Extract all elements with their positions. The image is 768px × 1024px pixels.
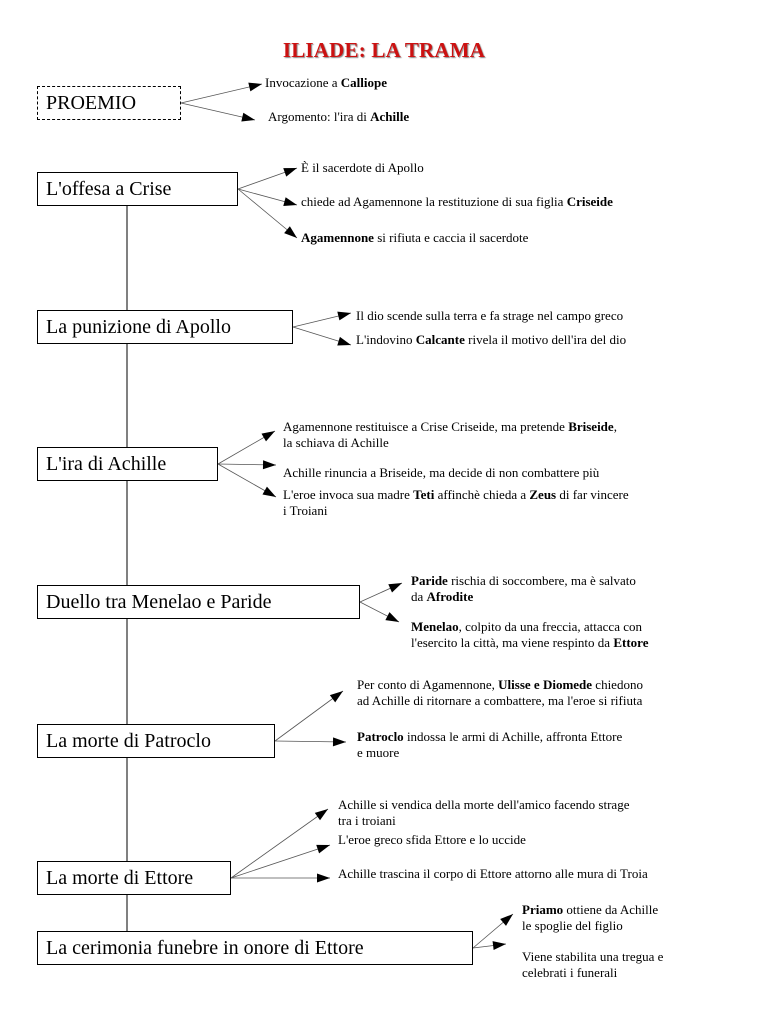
section-box-8 <box>37 931 473 965</box>
note-text: ottiene da Achille <box>563 902 659 917</box>
note-text: L'eroe invoca sua madre <box>283 487 414 502</box>
section-box-5 <box>37 585 360 619</box>
character-name: Achille <box>370 109 410 124</box>
note-text: di far vincere <box>556 487 629 502</box>
section-box-4 <box>37 447 218 481</box>
section-label: La morte di Ettore <box>46 867 194 889</box>
character-name: Calliope <box>340 75 388 90</box>
note-text: Achille si vendica della morte dell'amico facendo strage <box>338 797 630 812</box>
section-label: PROEMIO <box>46 92 137 114</box>
arrowhead-icon <box>283 168 297 177</box>
character-name: Briseide <box>568 419 614 434</box>
note-text: si rifiuta e caccia il sacerdote <box>373 230 529 245</box>
note-text: indossa le armi di Achille, affronta Ettore <box>403 729 623 744</box>
arrowhead-icon <box>337 337 351 346</box>
event-note <box>338 832 526 848</box>
event-note <box>283 487 629 519</box>
character-name: Priamo <box>522 902 564 917</box>
section-label: L'offesa a Crise <box>46 178 172 200</box>
note-text: L'eroe greco sfida Ettore e lo uccide <box>338 832 526 847</box>
note-text: , <box>613 419 617 434</box>
arrowhead-icon <box>284 226 297 238</box>
note-text: Achille rinuncia a Briseide, ma decide di non combattere più <box>283 465 600 480</box>
note-text: rischia di soccombere, ma è salvato <box>447 573 636 588</box>
note-text: la schiava di Achille <box>283 435 389 450</box>
note-text: e muore <box>357 745 400 760</box>
section-box-2 <box>37 172 238 206</box>
arrowhead-icon <box>315 809 328 820</box>
event-note <box>265 75 387 91</box>
arrowhead-icon <box>330 691 343 702</box>
event-note <box>356 308 623 324</box>
character-name: Menelao <box>411 619 459 634</box>
arrowhead-icon <box>283 197 297 206</box>
section-label: L'ira di Achille <box>46 453 167 475</box>
event-note <box>522 949 663 981</box>
arrowhead-icon <box>316 845 330 854</box>
character-name: Ettore <box>613 635 649 650</box>
section-label: La morte di Patroclo <box>46 730 211 752</box>
note-text: chiede ad Agamennone la restituzione di sua figlia <box>301 194 567 209</box>
arrowhead-icon <box>263 460 276 469</box>
note-text: , colpito da una freccia, attacca con <box>458 619 642 634</box>
note-text: tra i troiani <box>338 813 396 828</box>
event-note <box>283 419 617 451</box>
character-name: Patroclo <box>357 729 404 744</box>
event-note <box>301 194 613 210</box>
note-text: Agamennone restituisce a Crise Criseide, ma pretende <box>283 419 569 434</box>
connector-line <box>231 809 328 878</box>
section-label: La cerimonia funebre in onore di Ettore <box>46 937 364 959</box>
character-name: Afrodite <box>426 589 474 604</box>
section-box-7 <box>37 861 231 895</box>
event-note <box>356 332 626 348</box>
section-box-3 <box>37 310 293 344</box>
connector-line <box>231 845 330 878</box>
arrowhead-icon <box>262 487 276 497</box>
note-text: L'indovino <box>356 332 416 347</box>
event-note <box>411 573 636 605</box>
note-text: Achille trascina il corpo di Ettore attorno alle mura di Troia <box>338 866 648 881</box>
character-name: Agamennone <box>301 230 374 245</box>
arrowhead-icon <box>241 113 255 122</box>
arrowhead-icon <box>388 583 402 592</box>
section-box-6 <box>37 724 275 758</box>
note-text: Argomento: l'ira di <box>268 109 371 124</box>
arrowhead-icon <box>261 431 275 441</box>
event-note <box>338 797 629 829</box>
event-note <box>411 619 648 651</box>
event-note <box>357 677 643 709</box>
arrowhead-icon <box>493 941 506 950</box>
arrowhead-icon <box>385 612 399 622</box>
note-text: Invocazione a <box>265 75 341 90</box>
note-text: affinchè chieda a <box>434 487 530 502</box>
note-text: celebrati i funerali <box>522 965 618 980</box>
note-text: rivela il motivo dell'ira del dio <box>464 332 627 347</box>
note-text: l'esercito la città, ma viene respinto da <box>411 635 614 650</box>
note-text: da <box>411 589 427 604</box>
event-note <box>268 109 409 125</box>
character-name: Paride <box>411 573 448 588</box>
section-label: La punizione di Apollo <box>46 316 231 338</box>
arrowhead-icon <box>337 312 351 321</box>
note-text: Per conto di Agamennone, <box>357 677 499 692</box>
character-name: Zeus <box>529 487 557 502</box>
character-name: Calcante <box>415 332 465 347</box>
note-text: È il sacerdote di Apollo <box>301 160 424 175</box>
note-text: le spoglie del figlio <box>522 918 623 933</box>
character-name: Criseide <box>566 194 613 209</box>
event-note <box>338 866 648 882</box>
note-text: chiedono <box>592 677 643 692</box>
note-text: i Troiani <box>283 503 328 518</box>
arrowhead-icon <box>500 914 513 926</box>
character-name: Ulisse e Diomede <box>498 677 593 692</box>
note-text: ad Achille di ritornare a combattere, ma l'eroe si rifiuta <box>357 693 643 708</box>
section-box-1 <box>37 86 181 120</box>
character-name: Teti <box>413 487 435 502</box>
event-note <box>283 465 599 481</box>
arrowhead-icon <box>333 737 346 746</box>
note-text: Viene stabilita una tregua e <box>522 949 664 964</box>
event-note <box>357 729 622 761</box>
section-label: Duello tra Menelao e Paride <box>46 591 272 613</box>
event-note <box>301 230 528 246</box>
arrowhead-icon <box>248 83 262 92</box>
event-note <box>522 902 658 934</box>
note-text: Il dio scende sulla terra e fa strage nel campo greco <box>356 308 624 323</box>
event-note <box>301 160 424 176</box>
diagram-title: ILIADE: LA TRAMA <box>282 38 486 62</box>
arrowhead-icon <box>317 874 330 883</box>
